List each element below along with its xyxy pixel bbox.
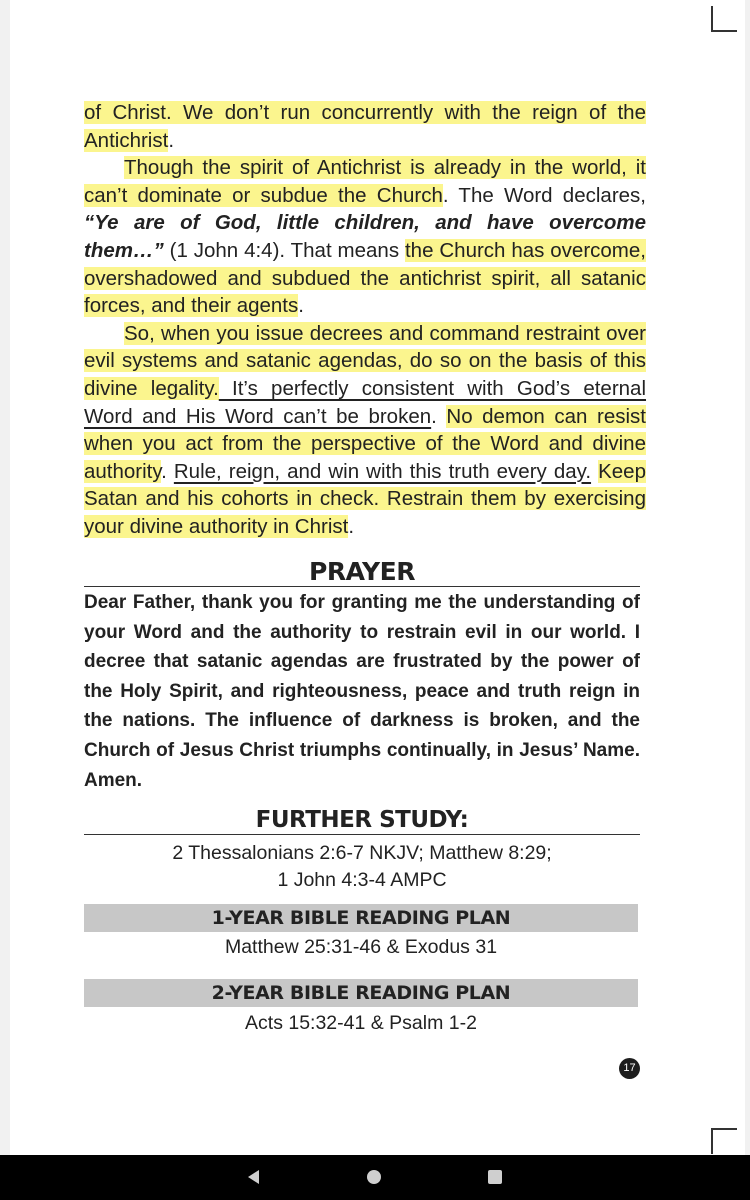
reference-line-2: 1 John 4:3-4 AMPC [277, 869, 447, 891]
paragraph-3 [84, 320, 646, 541]
text-segment: . [168, 128, 175, 152]
highlighted-text: the Church has overcome, overshadowed and subdued the antichrist spirit, all satanic forces, and their agents [84, 238, 646, 318]
two-year-plan-reading: Acts 15:32-41 & Psalm 1-2 [245, 1012, 477, 1034]
prayer-text: Dear Father, thank you for granting me the understanding of your Word and the authority to restrain evil in our world. I decree that satanic agendas are frustrated by the power of the Holy Spirit, and righteousness, peace and truth reign in the nations. The influence of darkness is broken, and the Church of Jesus Christ triumphs continually, in Jesus’ Name. Amen. [84, 592, 640, 791]
further-study-rule [84, 834, 640, 835]
crop-mark-top [711, 6, 737, 32]
highlighted-text: So, when you issue decrees and command restraint over evil systems and satanic agendas, do so on the basis of this divine legality. [84, 321, 646, 400]
text-segment: . The Word declares, [442, 183, 646, 207]
paragraph-1 [84, 99, 646, 154]
prayer-title: PRAYER [309, 557, 415, 586]
further-study-references [84, 840, 640, 894]
text-segment: . [348, 514, 355, 538]
text-segment: . [161, 459, 174, 483]
devotional-body [84, 99, 646, 541]
system-navigation-bar [0, 1155, 750, 1200]
one-year-plan-reading: Matthew 25:31-46 & Exodus 31 [224, 936, 498, 958]
prayer-title-rule [84, 586, 640, 587]
page-number-badge: 17 [619, 1058, 640, 1079]
highlighted-text: No demon can resist when you act from the perspective of the Word and divine authority [84, 404, 646, 483]
back-icon[interactable] [248, 1170, 259, 1184]
reference-line-1: 2 Thessalonians 2:6-7 NKJV; Matthew 8:29; [172, 842, 552, 864]
text-segment: . [298, 294, 304, 318]
recents-icon[interactable] [488, 1170, 502, 1184]
paragraph-2 [84, 154, 646, 320]
scripture-quote: “Ye are of God, little children, and have overcome them…” [84, 211, 646, 262]
underlined-text: Rule, reign, and win with this truth every day. [173, 459, 592, 483]
home-icon[interactable] [367, 1170, 381, 1184]
highlighted-text: of Christ. We don’t run concurrently with the reign of the Antichrist [84, 101, 646, 152]
crop-mark-bottom [711, 1128, 737, 1154]
two-year-plan-title: 2-YEAR BIBLE READING PLAN [84, 979, 638, 1007]
highlighted-text: Keep Satan and his cohorts in check. Restrain them by exercising your divine authority in Christ [84, 459, 646, 538]
highlighted-text: Though the spirit of Antichrist is already in the world, it can’t dominate or subdue the Church [84, 156, 646, 207]
underlined-text: It’s perfectly consistent with God’s eternal Word and His Word can’t be broken [84, 376, 647, 428]
text-segment: (1 John 4:4). That means [163, 238, 405, 262]
further-study-title: FURTHER STUDY: [255, 807, 469, 833]
text-segment: . [431, 404, 447, 428]
one-year-plan-title: 1-YEAR BIBLE READING PLAN [84, 904, 638, 932]
